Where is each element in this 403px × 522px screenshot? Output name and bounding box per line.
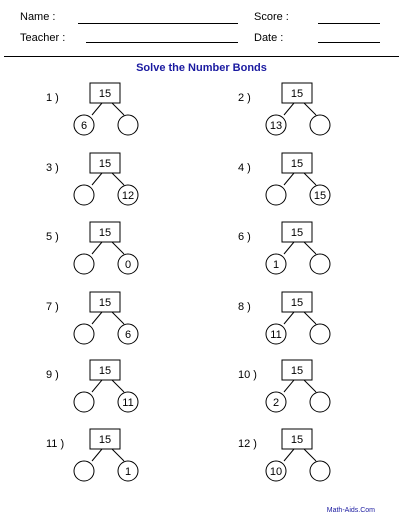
total-value: 15 <box>290 227 304 239</box>
footer-brand: Math-Aids.Com <box>326 507 375 514</box>
number-bond <box>84 219 154 287</box>
left-part-value: 6 <box>80 120 88 132</box>
problem-11 <box>46 426 236 496</box>
right-part-circle[interactable] <box>310 254 330 274</box>
right-connector-line <box>304 173 316 185</box>
problem-12 <box>238 426 403 496</box>
problem-9 <box>46 357 236 427</box>
right-connector-line <box>112 380 124 392</box>
left-connector-line <box>92 449 102 461</box>
page-title: Solve the Number Bonds <box>136 62 267 74</box>
right-connector-line <box>304 103 316 115</box>
number-bond <box>276 150 346 218</box>
right-part-value: 12 <box>121 190 135 202</box>
number-bond <box>84 289 154 357</box>
total-value: 15 <box>98 158 112 170</box>
left-connector-line <box>284 312 294 324</box>
right-part-value: 6 <box>124 329 132 341</box>
left-part-value: 13 <box>269 120 283 132</box>
problem-number: 1 ) <box>46 92 59 104</box>
problem-number: 9 ) <box>46 369 59 381</box>
name-line[interactable] <box>78 23 238 24</box>
date-label: Date : <box>254 32 284 44</box>
right-part-value: 11 <box>122 397 134 409</box>
left-connector-line <box>92 312 102 324</box>
problem-3 <box>46 150 236 220</box>
left-connector-line <box>284 449 294 461</box>
problem-number: 7 ) <box>46 301 59 313</box>
right-part-circle[interactable] <box>118 115 138 135</box>
right-connector-line <box>112 242 124 254</box>
problem-10 <box>238 357 403 427</box>
left-connector-line <box>284 380 294 392</box>
left-part-circle[interactable] <box>74 254 94 274</box>
number-bond <box>272 357 346 425</box>
problem-number: 3 ) <box>46 162 59 174</box>
right-connector-line <box>304 380 316 392</box>
left-connector-line <box>92 242 102 254</box>
left-connector-line <box>92 380 102 392</box>
left-part-circle[interactable] <box>74 185 94 205</box>
total-value: 15 <box>98 88 112 100</box>
right-part-value: 1 <box>124 466 132 478</box>
problem-4 <box>238 150 403 220</box>
right-connector-line <box>112 103 124 115</box>
number-bond <box>272 219 346 287</box>
left-connector-line <box>284 173 294 185</box>
left-part-value: 11 <box>270 329 282 341</box>
total-value: 15 <box>98 227 112 239</box>
problem-number: 12 ) <box>238 438 257 450</box>
right-part-circle[interactable] <box>310 392 330 412</box>
total-value: 15 <box>290 88 304 100</box>
right-connector-line <box>112 312 124 324</box>
problem-number: 8 ) <box>238 301 251 313</box>
problem-number: 5 ) <box>46 231 59 243</box>
problem-number: 2 ) <box>238 92 251 104</box>
left-part-circle[interactable] <box>74 461 94 481</box>
score-label: Score : <box>254 11 289 23</box>
number-bond <box>84 150 154 218</box>
left-connector-line <box>92 173 102 185</box>
right-part-circle[interactable] <box>310 324 330 344</box>
right-connector-line <box>112 449 124 461</box>
problem-8 <box>238 289 403 359</box>
number-bond <box>84 426 154 494</box>
header-divider <box>4 56 399 57</box>
total-value: 15 <box>290 434 304 446</box>
left-connector-line <box>284 242 294 254</box>
left-part-value: 2 <box>272 397 280 409</box>
left-connector-line <box>284 103 294 115</box>
total-value: 15 <box>98 365 112 377</box>
left-part-circle[interactable] <box>266 185 286 205</box>
number-bond <box>80 80 154 148</box>
number-bond <box>270 289 346 357</box>
right-part-value: 15 <box>313 190 327 202</box>
number-bond <box>269 80 346 148</box>
right-connector-line <box>304 242 316 254</box>
total-value: 15 <box>98 297 112 309</box>
problem-7 <box>46 289 236 359</box>
total-value: 15 <box>290 158 304 170</box>
left-connector-line <box>92 103 102 115</box>
problem-1 <box>46 80 236 150</box>
number-bond <box>269 426 346 494</box>
problem-number: 10 ) <box>238 369 257 381</box>
right-connector-line <box>112 173 124 185</box>
right-connector-line <box>304 449 316 461</box>
total-value: 15 <box>98 434 112 446</box>
problem-number: 6 ) <box>238 231 251 243</box>
left-part-circle[interactable] <box>74 392 94 412</box>
total-value: 15 <box>290 297 304 309</box>
problem-6 <box>238 219 403 289</box>
right-connector-line <box>304 312 316 324</box>
problem-5 <box>46 219 236 289</box>
date-line[interactable] <box>318 42 380 43</box>
right-part-circle[interactable] <box>310 461 330 481</box>
problem-number: 11 ) <box>46 438 65 450</box>
teacher-line[interactable] <box>86 42 238 43</box>
left-part-value: 10 <box>269 466 283 478</box>
problem-2 <box>238 80 403 150</box>
problem-number: 4 ) <box>238 162 251 174</box>
right-part-value: 0 <box>124 259 132 271</box>
left-part-value: 1 <box>272 259 280 271</box>
teacher-label: Teacher : <box>20 32 66 44</box>
name-label: Name : <box>20 11 56 23</box>
number-bond <box>84 357 154 425</box>
score-line[interactable] <box>318 23 380 24</box>
left-part-circle[interactable] <box>74 324 94 344</box>
total-value: 15 <box>290 365 304 377</box>
right-part-circle[interactable] <box>310 115 330 135</box>
